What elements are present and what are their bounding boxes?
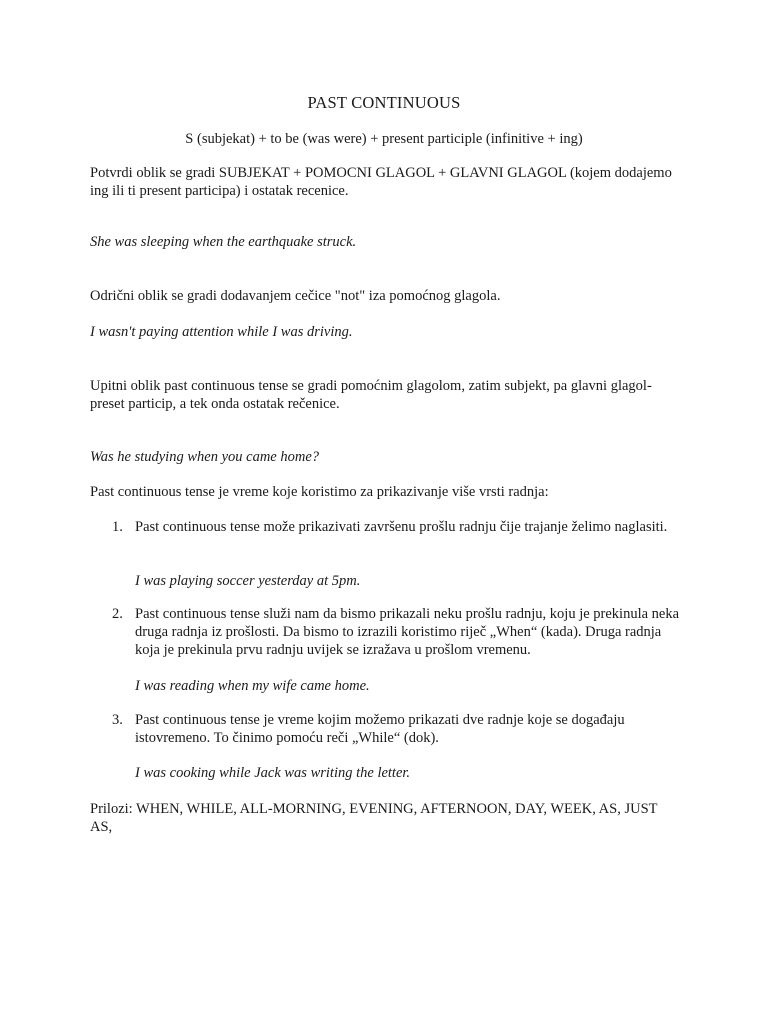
list-item-text: Past continuous tense je vreme kojim možemo prikazati dve radnje koje se događaju istovremeno. To činimo pomoću reči „While“ (dok). <box>135 712 625 746</box>
negative-description: Odrični oblik se gradi dodavanjem cečice "not" iza pomoćnog glagola. <box>90 288 501 304</box>
list-item-example: I was reading when my wife came home. <box>135 678 370 694</box>
list-item-number: 3. <box>112 712 123 728</box>
question-example: Was he studying when you came home? <box>90 449 320 465</box>
list-item-number: 2. <box>112 606 123 622</box>
adverbs-line: Prilozi: WHEN, WHILE, ALL-MORNING, EVENING, AFTERNOON, DAY, WEEK, AS, JUST AS, <box>90 801 658 835</box>
negative-example: I wasn't paying attention while I was driving. <box>90 324 353 340</box>
list-item-text: Past continuous tense može prikazivati završenu prošlu radnju čije trajanje želimo naglasiti. <box>135 519 668 535</box>
page-title: PAST CONTINUOUS <box>307 93 461 112</box>
affirmative-example: She was sleeping when the earthquake struck. <box>90 234 357 250</box>
list-item-example: I was playing soccer yesterday at 5pm. <box>135 573 361 589</box>
affirmative-description: Potvrdi oblik se gradi SUBJEKAT + POMOCNI GLAGOL + GLAVNI GLAGOL (kojem dodajemo ing ili ti present participa) i ostatak recenice. <box>90 165 672 199</box>
formula-line: S (subjekat) + to be (was were) + present participle (infinitive + ing) <box>185 131 583 147</box>
question-description: Upitni oblik past continuous tense se gradi pomoćnim glagolom, zatim subjekt, pa glavni glagol- preset particip, a tek onda ostatak rečenice. <box>90 378 652 412</box>
list-item-example: I was cooking while Jack was writing the letter. <box>135 765 411 781</box>
usage-intro: Past continuous tense je vreme koje koristimo za prikazivanje više vrsti radnja: <box>90 484 549 500</box>
list-item-number: 1. <box>112 519 123 535</box>
list-item-text: Past continuous tense služi nam da bismo prikazali neku prošlu radnju, koju je prekinula neka druga radnja iz prošlosti. Da bismo to izrazili koristimo riječ „When“ (kada). Druga radnja koja je prekinula prvu radnju uvijek se izražava u prošlom vremenu. <box>135 606 680 658</box>
